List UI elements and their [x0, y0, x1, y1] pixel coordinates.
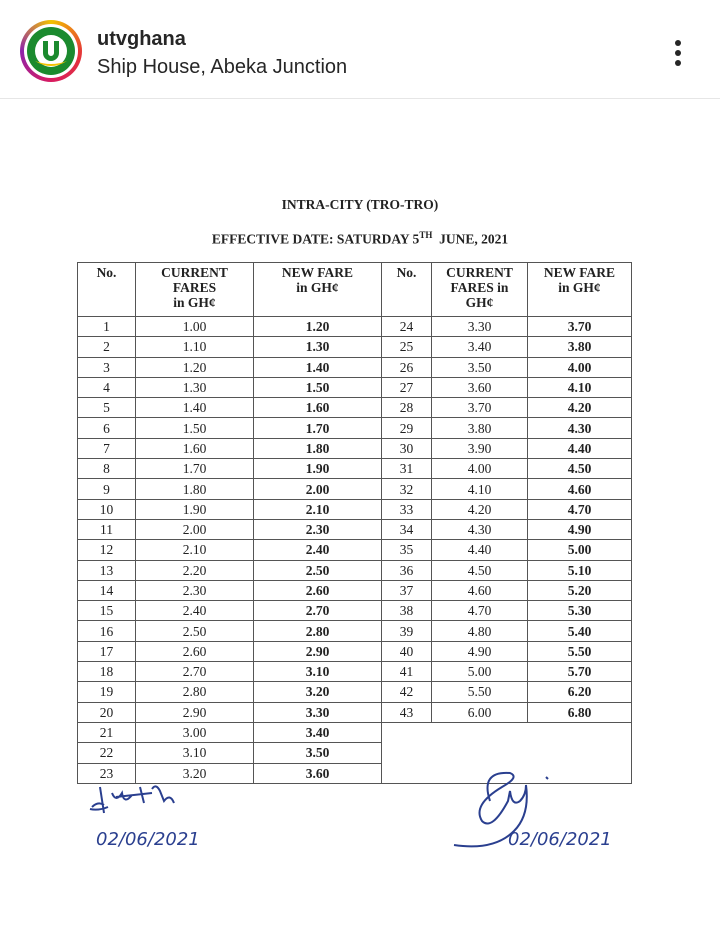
current-fare: 3.90 [432, 438, 528, 458]
new-fare: 4.50 [528, 459, 632, 479]
new-fare: 4.00 [528, 357, 632, 377]
row-number: 14 [78, 580, 136, 600]
new-fare: 6.80 [528, 702, 632, 722]
new-fare: 2.00 [254, 479, 382, 499]
table-row [78, 357, 632, 377]
table-row [78, 580, 632, 600]
current-fare: 3.80 [432, 418, 528, 438]
current-fare: 1.20 [136, 357, 254, 377]
table-row [78, 601, 632, 621]
new-fare: 5.50 [528, 641, 632, 661]
table-row [78, 317, 632, 337]
table-row [78, 459, 632, 479]
current-fare: 1.80 [136, 479, 254, 499]
table-row [78, 337, 632, 357]
current-fare: 3.50 [432, 357, 528, 377]
row-number: 36 [382, 560, 432, 580]
table-row [78, 438, 632, 458]
table-row [78, 398, 632, 418]
row-number: 16 [78, 621, 136, 641]
row-number: 2 [78, 337, 136, 357]
column-header-new-fare: NEW FARE in GH¢ [254, 263, 382, 317]
row-number: 15 [78, 601, 136, 621]
current-fare: 2.00 [136, 519, 254, 539]
row-number: 4 [78, 377, 136, 397]
table-header-row [78, 263, 632, 317]
current-fare: 1.30 [136, 377, 254, 397]
new-fare: 2.60 [254, 580, 382, 600]
new-fare: 3.60 [254, 763, 382, 783]
table-row [78, 377, 632, 397]
row-number: 37 [382, 580, 432, 600]
current-fare: 4.20 [432, 499, 528, 519]
new-fare: 4.20 [528, 398, 632, 418]
signature-right [450, 761, 650, 861]
row-number: 39 [382, 621, 432, 641]
table-row [78, 682, 632, 702]
document-title: INTRA-CITY (TRO-TRO) [281, 197, 439, 212]
new-fare: 3.20 [254, 682, 382, 702]
current-fare: 1.00 [136, 317, 254, 337]
new-fare: 2.90 [254, 641, 382, 661]
new-fare: 1.40 [254, 357, 382, 377]
current-fare: 2.70 [136, 662, 254, 682]
new-fare: 3.40 [254, 722, 382, 742]
row-number: 12 [78, 540, 136, 560]
row-number: 32 [382, 479, 432, 499]
current-fare: 5.00 [432, 662, 528, 682]
row-number: 19 [78, 682, 136, 702]
current-fare: 2.40 [136, 601, 254, 621]
table-row [78, 560, 632, 580]
table-row [78, 702, 632, 722]
row-number: 11 [78, 519, 136, 539]
row-number: 20 [78, 702, 136, 722]
new-fare: 3.30 [254, 702, 382, 722]
row-number: 27 [382, 377, 432, 397]
row-number: 35 [382, 540, 432, 560]
current-fare: 3.60 [432, 377, 528, 397]
current-fare: 4.40 [432, 540, 528, 560]
row-number: 5 [78, 398, 136, 418]
current-fare: 1.40 [136, 398, 254, 418]
row-number: 28 [382, 398, 432, 418]
row-number: 17 [78, 641, 136, 661]
new-fare: 2.80 [254, 621, 382, 641]
current-fare: 1.50 [136, 418, 254, 438]
new-fare: 3.50 [254, 743, 382, 763]
table-row [78, 621, 632, 641]
table-row [78, 479, 632, 499]
column-header-no: No. [78, 263, 136, 317]
row-number: 26 [382, 357, 432, 377]
row-number: 42 [382, 682, 432, 702]
current-fare: 3.20 [136, 763, 254, 783]
row-number: 24 [382, 317, 432, 337]
current-fare: 2.10 [136, 540, 254, 560]
current-fare: 2.60 [136, 641, 254, 661]
current-fare: 3.40 [432, 337, 528, 357]
new-fare: 6.20 [528, 682, 632, 702]
table-row [78, 722, 632, 742]
new-fare: 2.70 [254, 601, 382, 621]
current-fare: 3.70 [432, 398, 528, 418]
new-fare: 1.60 [254, 398, 382, 418]
new-fare: 2.50 [254, 560, 382, 580]
new-fare: 1.90 [254, 459, 382, 479]
current-fare: 5.50 [432, 682, 528, 702]
new-fare: 5.30 [528, 601, 632, 621]
current-fare: 2.50 [136, 621, 254, 641]
new-fare: 4.10 [528, 377, 632, 397]
current-fare: 2.90 [136, 702, 254, 722]
current-fare: 4.50 [432, 560, 528, 580]
new-fare: 3.70 [528, 317, 632, 337]
account-name[interactable]: utvghana [97, 28, 186, 50]
current-fare: 2.20 [136, 560, 254, 580]
signature-left-date: 02/06/2021 [96, 829, 200, 850]
row-number: 6 [78, 418, 136, 438]
current-fare: 1.90 [136, 499, 254, 519]
row-number: 33 [382, 499, 432, 519]
row-number: 30 [382, 438, 432, 458]
row-number: 13 [78, 560, 136, 580]
current-fare: 3.00 [136, 722, 254, 742]
new-fare: 5.10 [528, 560, 632, 580]
new-fare: 1.70 [254, 418, 382, 438]
current-fare: 1.70 [136, 459, 254, 479]
current-fare: 4.10 [432, 479, 528, 499]
row-number: 8 [78, 459, 136, 479]
column-header-no: No. [382, 263, 432, 317]
row-number: 41 [382, 662, 432, 682]
signature-left [82, 779, 242, 859]
current-fare: 4.30 [432, 519, 528, 539]
current-fare: 2.80 [136, 682, 254, 702]
current-fare: 4.90 [432, 641, 528, 661]
row-number: 23 [78, 763, 136, 783]
row-number: 38 [382, 601, 432, 621]
new-fare: 4.60 [528, 479, 632, 499]
table-row [78, 641, 632, 661]
table-row [78, 519, 632, 539]
new-fare: 2.30 [254, 519, 382, 539]
current-fare: 4.80 [432, 621, 528, 641]
current-fare: 3.30 [432, 317, 528, 337]
table-row [78, 418, 632, 438]
current-fare: 2.30 [136, 580, 254, 600]
new-fare: 4.90 [528, 519, 632, 539]
fare-document-image [0, 99, 720, 928]
post-location[interactable]: Ship House, Abeka Junction [97, 56, 348, 78]
row-number: 9 [78, 479, 136, 499]
new-fare: 3.80 [528, 337, 632, 357]
table-row [78, 499, 632, 519]
table-row [78, 662, 632, 682]
row-number: 1 [78, 317, 136, 337]
new-fare: 2.10 [254, 499, 382, 519]
new-fare: 1.20 [254, 317, 382, 337]
fare-table [77, 262, 632, 784]
post-header [0, 0, 720, 99]
new-fare: 5.70 [528, 662, 632, 682]
new-fare: 4.70 [528, 499, 632, 519]
current-fare: 6.00 [432, 702, 528, 722]
effective-date: EFFECTIVE DATE: SATURDAY 5TH JUNE, 2021 [211, 230, 509, 247]
new-fare: 3.10 [254, 662, 382, 682]
new-fare: 4.40 [528, 438, 632, 458]
more-options-icon[interactable] [666, 36, 690, 70]
column-header-current-fares: CURRENT FARES in GH¢ [432, 263, 528, 317]
row-number: 21 [78, 722, 136, 742]
new-fare: 2.40 [254, 540, 382, 560]
new-fare: 1.30 [254, 337, 382, 357]
row-number: 34 [382, 519, 432, 539]
row-number: 3 [78, 357, 136, 377]
new-fare: 1.50 [254, 377, 382, 397]
row-number: 18 [78, 662, 136, 682]
row-number: 10 [78, 499, 136, 519]
column-header-current-fares: CURRENT FARES in GH¢ [136, 263, 254, 317]
row-number: 29 [382, 418, 432, 438]
current-fare: 1.10 [136, 337, 254, 357]
signature-right-date: 02/06/2021 [508, 829, 612, 850]
current-fare: 1.60 [136, 438, 254, 458]
row-number: 25 [382, 337, 432, 357]
current-fare: 4.70 [432, 601, 528, 621]
row-number: 22 [78, 743, 136, 763]
new-fare: 5.40 [528, 621, 632, 641]
new-fare: 5.00 [528, 540, 632, 560]
row-number: 40 [382, 641, 432, 661]
row-number: 43 [382, 702, 432, 722]
row-number: 7 [78, 438, 136, 458]
column-header-new-fare: NEW FARE in GH¢ [528, 263, 632, 317]
new-fare: 1.80 [254, 438, 382, 458]
current-fare: 4.00 [432, 459, 528, 479]
current-fare: 4.60 [432, 580, 528, 600]
current-fare: 3.10 [136, 743, 254, 763]
table-row [78, 540, 632, 560]
utv-logo-icon [27, 27, 75, 75]
row-number: 31 [382, 459, 432, 479]
new-fare: 4.30 [528, 418, 632, 438]
profile-avatar[interactable] [20, 20, 82, 82]
new-fare: 5.20 [528, 580, 632, 600]
